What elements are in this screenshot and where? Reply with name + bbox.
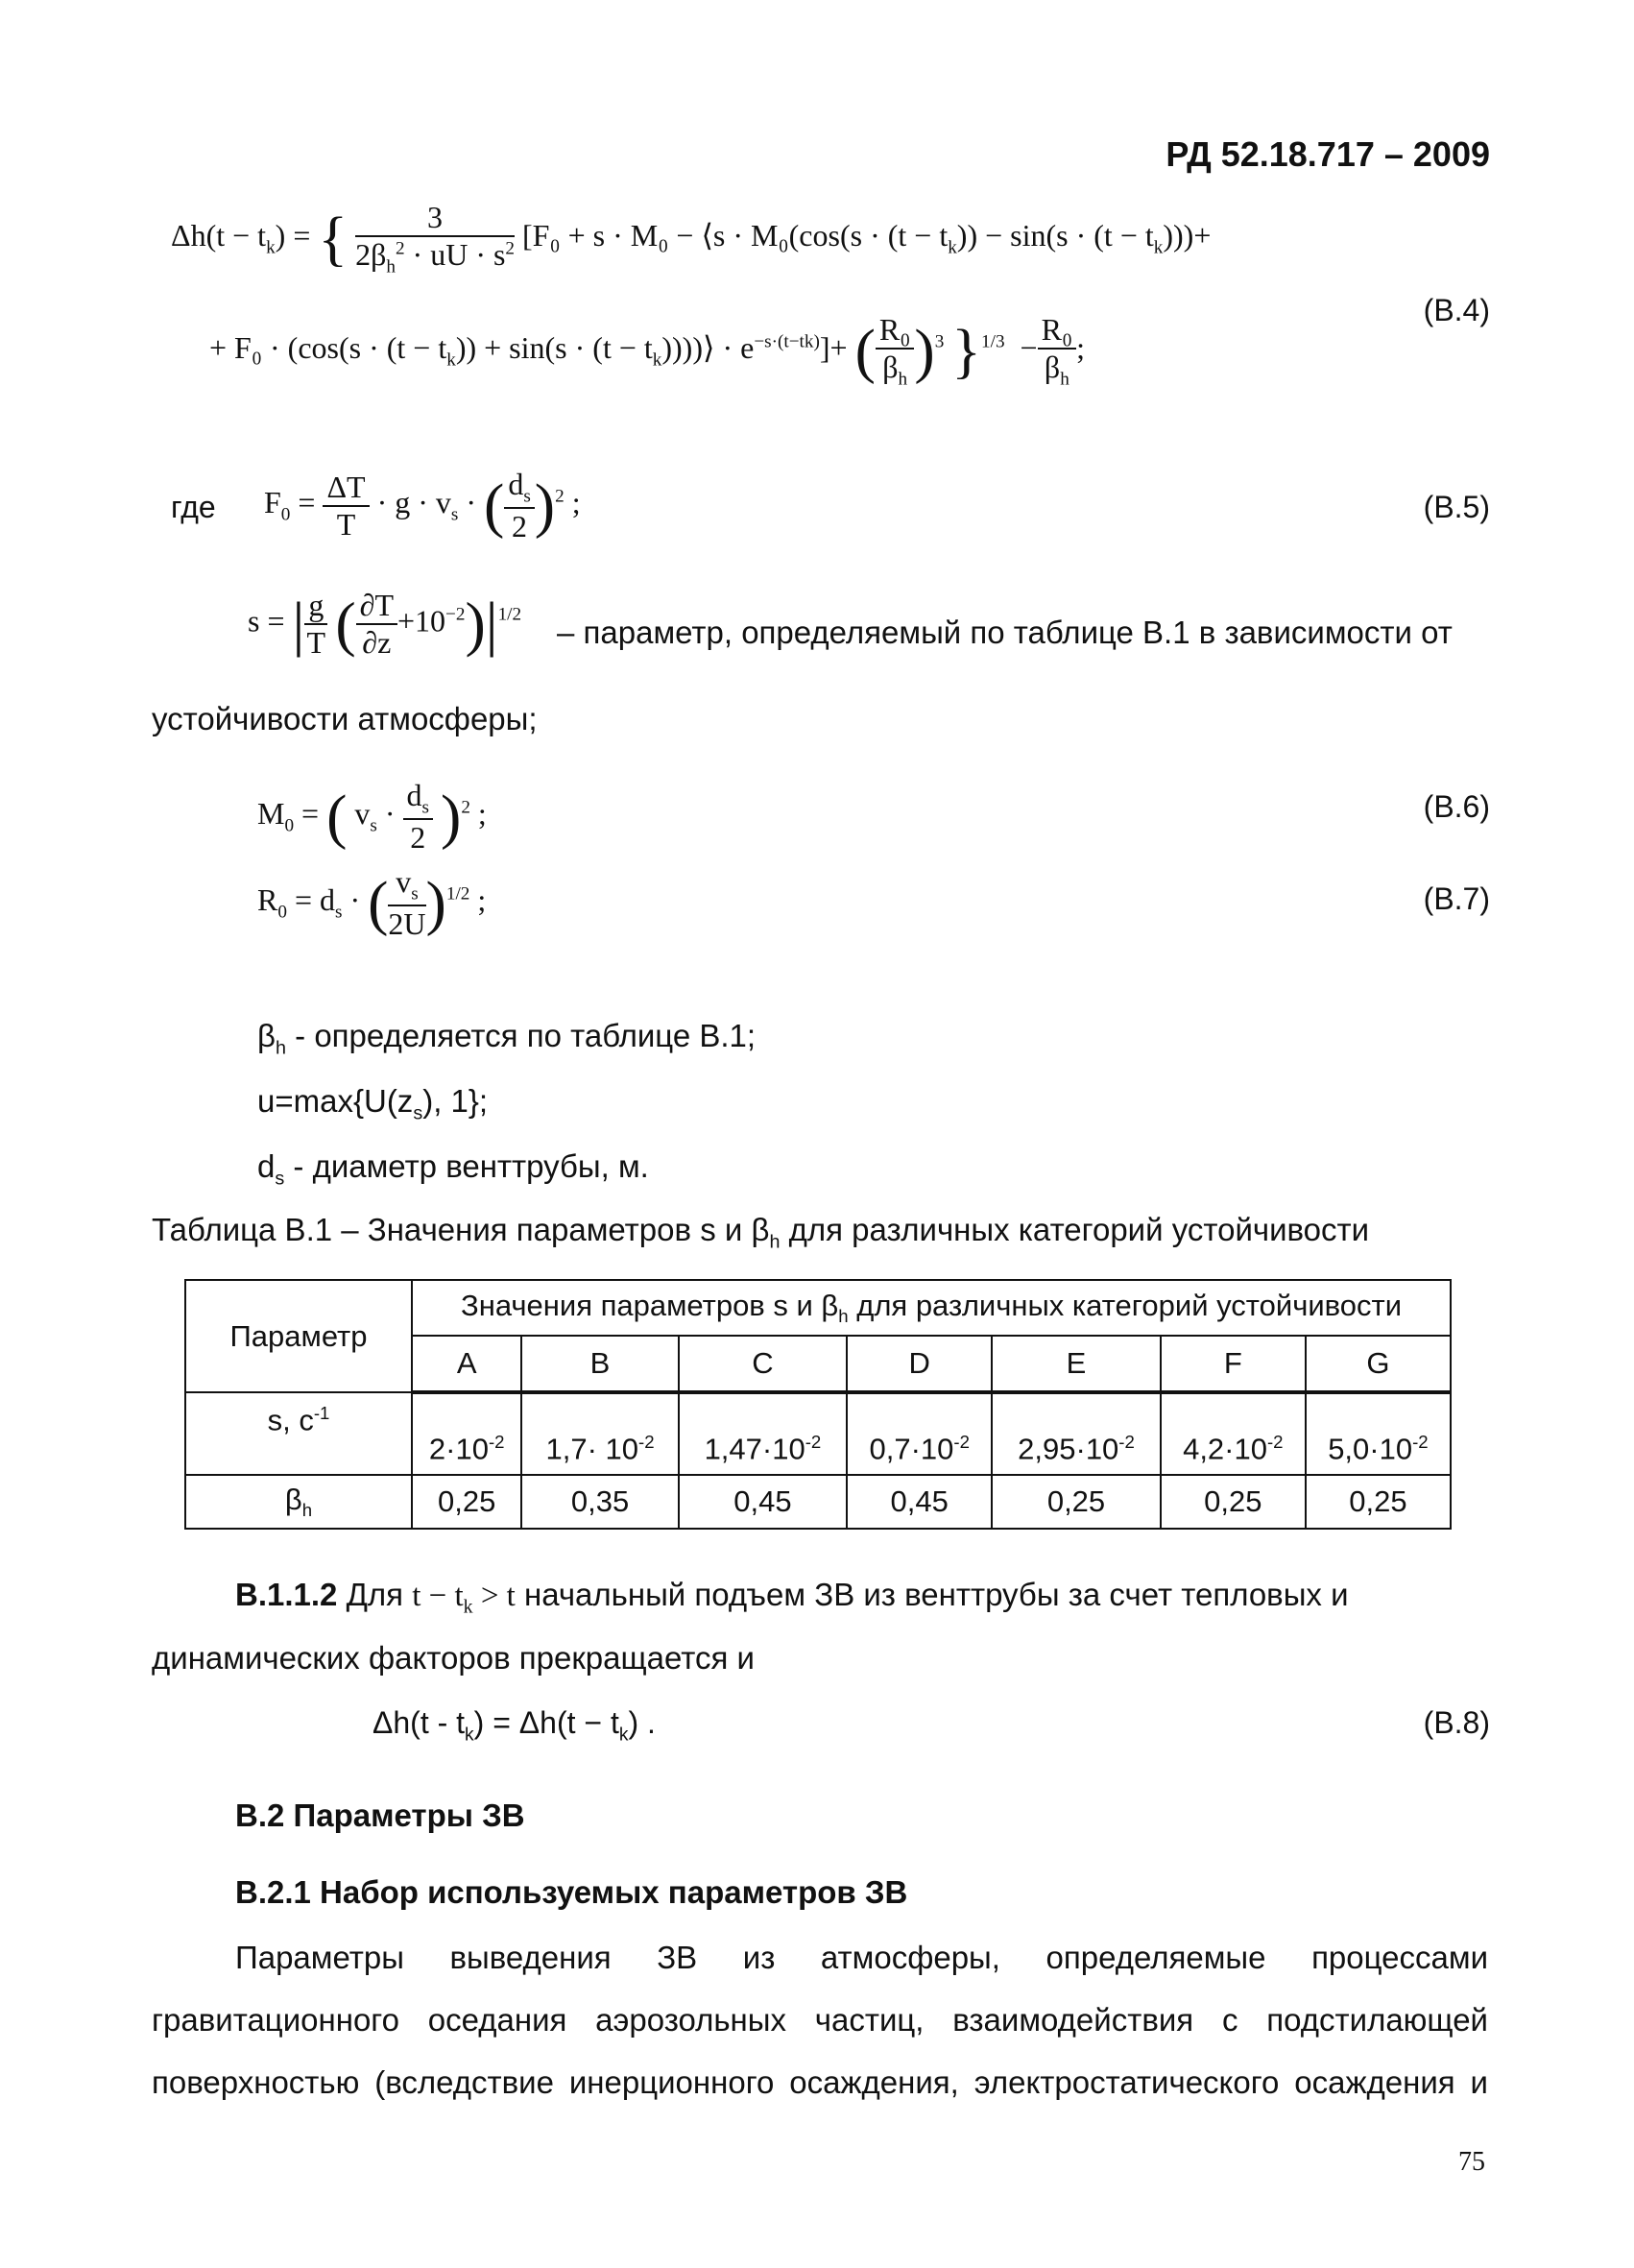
section-heading-b21: B.2.1 Набор используемых параметров ЗВ [235, 1874, 908, 1910]
definition-beta: $\beta_h$ - определяется по таблице В.1; [257, 1018, 757, 1059]
equation-number-b5: (B.5) [1423, 490, 1490, 524]
table-cell: $2\cdot 10^{-2}$ [412, 1392, 521, 1475]
category-c: C [679, 1336, 848, 1392]
paragraph-line-1: Параметры выведения ЗВ из атмосферы, определяемые процессами [235, 1940, 1488, 1975]
paragraph-line-2: гравитационного оседания аэрозольных частиц, взаимодействия с подстилающей [152, 2002, 1488, 2038]
table-cell: 0,25 [992, 1475, 1161, 1529]
equation-number-b4: (B.4) [1423, 293, 1490, 327]
equation-b5: $F_0$ = $\frac{\Delta T}{T}$ · $g \cdot v_s$ · ( $\frac{d_s}{2}$ )$^2$ ; [264, 467, 581, 544]
table-cell: 0,45 [679, 1475, 848, 1529]
group-header: Значения параметров s и $\beta_h$ для различных категорий устойчивости [412, 1280, 1451, 1336]
equation-b4-line1: $\Delta h(t - t_k)$ = { $\frac{3}{2\beta_h^2 \cdot uU \cdot s^2}$ [F₀ + s · M₀ − ⟨s · $M_0(\cos(s \cdot (t - t_k)) - \sin(s \cdot (t - t_k)))+$ [171, 200, 1212, 277]
where-label: где [171, 490, 216, 524]
paragraph-line-3: поверхностью (вследствие инерционного осаждения, электростатического осаждения и [152, 2064, 1488, 2100]
paragraph-b112-cont: динамических факторов прекращается и [152, 1640, 755, 1676]
category-b: B [521, 1336, 678, 1392]
equation-b8: $\Delta h(t - t_k) = \Delta h(t - t_k)$ . [372, 1705, 656, 1746]
table-cell: $0,7\cdot 10^{-2}$ [847, 1392, 992, 1475]
table-cell: $4,2\cdot 10^{-2}$ [1161, 1392, 1306, 1475]
category-f: F [1161, 1336, 1306, 1392]
s-description-cont: устойчивости атмосферы; [152, 701, 538, 736]
category-e: E [992, 1336, 1161, 1392]
section-heading-b2: B.2 Параметры ЗВ [235, 1798, 525, 1833]
category-d: D [847, 1336, 992, 1392]
equation-number-b7: (B.7) [1423, 881, 1490, 916]
table-header-row [185, 1280, 1451, 1336]
page-number: 75 [1458, 2147, 1485, 2177]
table-row-s [185, 1392, 1451, 1475]
parameters-table [184, 1279, 1452, 1530]
equation-b4-line2: + $F_0 \cdot (\cos(s \cdot (t - t_k)) + \sin(s \cdot (t$ − $t_k))))⟩ \cdot e^{-s\cdot(t-tk)}]+$ ( $\frac{\text{R₀}}{\beta_h}$ )$^3$ }$^{1/3}$ − $\frac{\text{R₀}}{\beta_h}$ ; [209, 312, 1085, 390]
equation-b7: $R_0 = d_s$ · ( $\frac{v_s}{2U}$ )$^{1/2}$ ; [257, 864, 487, 942]
equation-number-b8: (B.8) [1423, 1705, 1490, 1740]
table-cell: $1,47\cdot 10^{-2}$ [679, 1392, 848, 1475]
definition-ds: $d_s$ - диаметр венттрубы, м. [257, 1148, 649, 1190]
table-cell: $1,7\cdot 10^{-2}$ [521, 1392, 678, 1475]
paragraph-b112: B.1.1.2 Для $t - t_k > t$ начальный подъем ЗВ из венттрубы за счет тепловых и [235, 1577, 1349, 1618]
s-description: – параметр, определяемый по таблице В.1 в зависимости от [557, 615, 1453, 650]
equation-b4-fraction: $\frac{3}{2\beta_h^2 \cdot uU \cdot s^2}$ [355, 200, 516, 277]
table-row-beta [185, 1475, 1451, 1529]
table-caption: Таблица В.1 – Значения параметров s и $\beta_h$ для различных категорий устойчивости [152, 1212, 1370, 1253]
equation-b6: $M_0$ = ( $v_s$ · $\frac{d_s}{2}$ )$^2$ ; [257, 778, 487, 856]
table-cell: 0,25 [1306, 1475, 1451, 1529]
document-code: РД 52.18.717 – 2009 [1165, 134, 1490, 174]
table-cell: 0,35 [521, 1475, 678, 1529]
table-cell: $5,0\cdot 10^{-2}$ [1306, 1392, 1451, 1475]
definition-u: $u=\max\{U(z_s)$, 1}; [257, 1083, 489, 1124]
equation-s: s = | $\frac{g}{T}$ ( $\frac{\partial T}{\partial z}$ $+10^{-2})|^{1/2}$ [248, 588, 522, 660]
category-g: G [1306, 1336, 1451, 1392]
table-cell: $2,95\cdot 10^{-2}$ [992, 1392, 1161, 1475]
category-a: A [412, 1336, 521, 1392]
table-cell: 0,25 [1161, 1475, 1306, 1529]
row-beta-label: $\beta_h$ [185, 1475, 412, 1529]
table-cell: 0,45 [847, 1475, 992, 1529]
table-cell: 0,25 [412, 1475, 521, 1529]
row-s-label: s, $с^{-1}$ [185, 1392, 412, 1475]
param-header: Параметр [185, 1280, 412, 1392]
equation-number-b6: (B.6) [1423, 789, 1490, 824]
